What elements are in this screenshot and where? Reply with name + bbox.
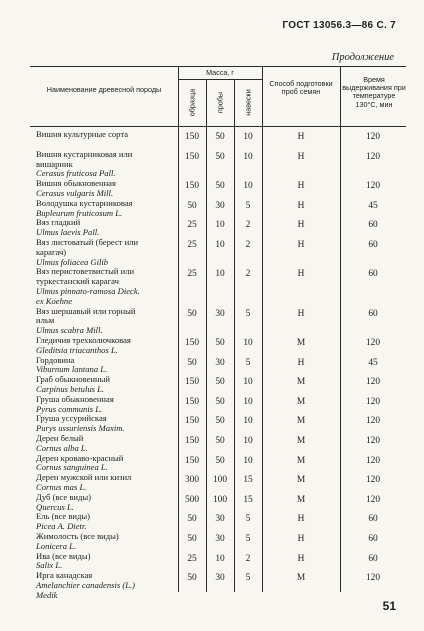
species-name [36,150,132,179]
weight-mass-value: 10 [243,338,253,348]
sample-mass-value: 25 [187,269,197,280]
weight-mass-value: 5 [245,534,251,544]
species-russian-name: Гордовина [36,354,75,365]
species-name [36,512,90,532]
sample-mass-value: 50 [187,514,197,525]
species-russian-name: Гледичия трехколючковая [36,335,131,345]
sample-mass-value: 50 [187,200,197,211]
species-russian-name: Вяз листоватый (берест или [36,237,139,247]
sample-mass-value: 500 [184,494,200,505]
species-name [36,571,135,600]
probe-mass-value: 10 [215,220,225,231]
drying-time-value: 60 [368,240,378,250]
species-russian-name: Жимолость (все виды) [36,531,119,541]
preparation-method-value: М [296,573,306,584]
sample-mass-value: 150 [184,436,200,446]
probe-mass-value: 30 [215,514,225,525]
sample-mass-value: 25 [187,553,197,564]
species-latin-name: Cerasus vulgaris Mill. [36,187,114,198]
species-name [36,493,91,513]
species-name [36,199,133,219]
preparation-method-value: Н [297,151,305,162]
species-latin-name: Cerasus fruticosa Pall. [36,168,116,179]
species-latin-name: Cornus sanguinea L. [36,462,108,473]
weight-mass-value: 10 [243,396,253,407]
sample-mass-value: 25 [187,220,197,231]
probe-mass-value: 50 [215,436,225,446]
preparation-method-value: Н [297,200,305,211]
probe-mass-value: 30 [215,308,225,319]
drying-time-value: 60 [368,269,378,280]
drying-time-value: 120 [365,132,381,142]
preparation-method-value: Н [297,308,305,319]
preparation-method-value: Н [297,514,305,525]
species-russian-name: Дерен мужской или кизил [36,472,132,483]
probe-mass-value: 50 [215,416,225,427]
species-latin-name: Gleditsia triacanthos L. [36,344,118,355]
species-russian-name: Вяз шершавый или горный [36,305,136,316]
species-name [36,238,138,267]
species-name [36,375,110,395]
sample-mass-value: 150 [184,181,200,192]
species-latin-name: Carpinus betulus L. [36,383,105,394]
drying-time-value: 120 [365,573,381,584]
weight-mass-value: 10 [243,377,253,388]
species-russian-name: Вишня обыкновенная [36,178,116,189]
species-name [36,267,140,306]
species-name [36,473,131,493]
drying-time-value: 120 [365,416,381,427]
species-russian-name: Вишня культурные сорта [36,129,129,139]
table-top-rule [30,66,406,67]
preparation-method-value: М [296,436,306,446]
probe-mass-value: 50 [215,151,225,162]
species-latin-name: Bupleurum fruticosum L. [36,207,123,218]
sample-mass-value: 50 [187,573,197,584]
species-latin-name: Pyrus communis L. [36,403,103,414]
species-latin-name: ex Koehne [36,295,73,306]
drying-time-value: 120 [365,494,381,505]
weight-mass-value: 5 [245,514,251,525]
species-russian-name: Дуб (все виды) [36,491,91,502]
sample-mass-value: 50 [187,534,197,544]
preparation-method-value: Н [297,240,305,250]
weight-mass-value: 10 [243,151,253,162]
preparation-method-value: М [296,475,306,486]
species-name [36,552,91,572]
page-number: 51 [382,599,396,613]
drying-time-value: 120 [365,396,381,407]
weight-mass-value: 5 [245,308,251,319]
preparation-method-value: Н [297,534,305,544]
weight-mass-value: 2 [245,553,251,564]
weight-mass-value: 10 [243,455,253,466]
species-name [36,179,116,199]
drying-time-value: 120 [365,338,381,348]
preparation-method-value: М [296,338,306,348]
species-latin-name: Ulmus laevis Pall. [36,227,100,238]
species-latin-name: Ulmus pinnato-ramosa Dieck. [36,285,140,296]
weight-column-header: навески [243,89,253,116]
species-latin-name: Quercus L. [36,501,74,512]
species-russian-name: туркестанский карагач [36,276,119,287]
species-russian-name: Володушка кустарниковая [36,197,133,208]
drying-time-value: 120 [365,436,381,446]
species-latin-name: Cornus mas L. [36,481,87,492]
weight-mass-value: 2 [245,240,251,250]
preparation-method-value: Н [297,220,305,231]
sample-mass-value: 150 [184,455,200,466]
weight-mass-value: 5 [245,200,251,211]
species-name [36,395,114,415]
species-russian-name: Ирга канадская [36,570,93,581]
species-russian-name: Груша уссурийская [36,413,107,424]
weight-mass-value: 10 [243,416,253,427]
weight-mass-value: 5 [245,573,251,584]
weight-mass-value: 15 [243,494,253,505]
weight-mass-value: 15 [243,475,253,486]
preparation-method-value: М [296,416,306,427]
sample-mass-value: 150 [184,338,200,348]
species-name [36,130,128,140]
species-latin-name: Medik [36,589,58,600]
species-name [36,454,123,474]
species-russian-name: карагач) [36,246,67,257]
probe-mass-value: 100 [212,494,228,505]
species-latin-name: Viburnum lantana L. [36,364,108,375]
species-latin-name: Amelanchier canadensis (L.) [36,579,136,590]
species-column-header: Наименование древесной породы [46,85,162,94]
species-russian-name: Дерен белый [36,433,84,443]
preparation-method-value: М [296,396,306,407]
species-name [36,356,107,376]
sample-mass-value: 300 [184,475,200,486]
species-russian-name: Граб обыкновенный [36,374,110,385]
preparation-method-value: М [296,377,306,388]
species-name [36,414,125,434]
drying-time-value: 60 [368,553,378,564]
drying-time-value: 120 [365,377,381,388]
preparation-method-value: М [296,455,306,466]
probe-mass-value: 30 [215,357,225,368]
drying-time-value: 120 [365,181,381,192]
species-name [36,434,88,454]
probe-column-header: пробы [215,91,225,114]
sample-mass-value: 50 [187,308,197,319]
sample-column-header: образца [187,88,197,117]
preparation-method-value: Н [297,553,305,564]
species-name [36,218,99,238]
drying-time-value: 60 [368,220,378,231]
col-rule-1 [178,66,179,592]
col-rule-5 [340,66,341,592]
species-russian-name: Вишня кустарниковая или [36,148,133,159]
sample-mass-value: 150 [184,377,200,388]
species-latin-name: Ulmus foliacea Gilib [36,256,109,267]
sample-mass-value: 150 [184,416,200,427]
species-russian-name: Груша обыкновенная [36,393,114,404]
species-name [36,532,119,552]
sample-mass-value: 50 [187,357,197,368]
sample-mass-value: 150 [184,396,200,407]
data-table [30,66,406,600]
probe-mass-value: 50 [215,132,225,142]
species-russian-name: Вяз перистоветвистый или [36,266,135,277]
drying-time-value: 120 [365,151,381,162]
probe-mass-value: 30 [215,573,225,584]
probe-mass-value: 50 [215,455,225,466]
continuation-label: Продолжение [331,52,394,63]
probe-mass-value: 50 [215,181,225,192]
species-russian-name: Ель (все виды) [36,511,91,522]
species-latin-name: Picea A. Dietr. [36,521,87,532]
mass-subheader-rule [178,79,262,80]
drying-time-value: 120 [365,475,381,486]
weight-mass-value: 10 [243,436,253,446]
preparation-method-value: Н [297,132,305,142]
col-rule-4 [262,66,263,592]
weight-mass-value: 10 [243,181,253,192]
weight-mass-value: 10 [243,132,253,142]
probe-mass-value: 100 [212,475,228,486]
species-latin-name: Purys ussuriensis Maxim. [36,423,125,434]
species-name [36,336,131,356]
drying-time-value: 60 [368,514,378,525]
weight-mass-value: 2 [245,269,251,280]
probe-mass-value: 50 [215,377,225,388]
weight-mass-value: 2 [245,220,251,231]
probe-mass-value: 30 [215,534,225,544]
time-column-header: Время выдерживания при температуре 130°С, мин [342,75,406,109]
preparation-method-value: Н [297,357,305,368]
species-russian-name: Вяз гладкий [36,217,81,228]
preparation-method-value: М [296,494,306,505]
species-latin-name: Ulmus scabra Mill. [36,325,103,336]
sample-mass-value: 25 [187,240,197,250]
sample-mass-value: 150 [184,132,200,142]
weight-mass-value: 5 [245,357,251,368]
drying-time-value: 60 [368,534,378,544]
species-latin-name: Salix L. [36,560,63,571]
drying-time-value: 45 [368,200,378,211]
mass-column-header: Масса, г [206,68,234,77]
method-column-header: Способ подготовки проб семян [269,79,333,97]
species-russian-name: Дерен кроваво-красный [36,452,124,463]
drying-time-value: 120 [365,455,381,466]
sample-mass-value: 150 [184,151,200,162]
probe-mass-value: 10 [215,553,225,564]
probe-mass-value: 50 [215,396,225,407]
preparation-method-value: Н [297,181,305,192]
drying-time-value: 60 [368,308,378,319]
species-latin-name: Cornus alba L. [36,442,88,453]
probe-mass-value: 10 [215,269,225,280]
species-latin-name: Lonicera L. [36,540,77,551]
probe-mass-value: 50 [215,338,225,348]
document-header: ГОСТ 13056.3—86 С. 7 [282,20,396,31]
header-bottom-rule [30,126,406,127]
drying-time-value: 45 [368,357,378,368]
species-russian-name: ильм [36,315,55,326]
probe-mass-value: 30 [215,200,225,211]
species-name [36,307,135,336]
preparation-method-value: Н [297,269,305,280]
species-russian-name: Ива (все виды) [36,550,91,561]
species-russian-name: вишарник [36,158,73,169]
probe-mass-value: 10 [215,240,225,250]
